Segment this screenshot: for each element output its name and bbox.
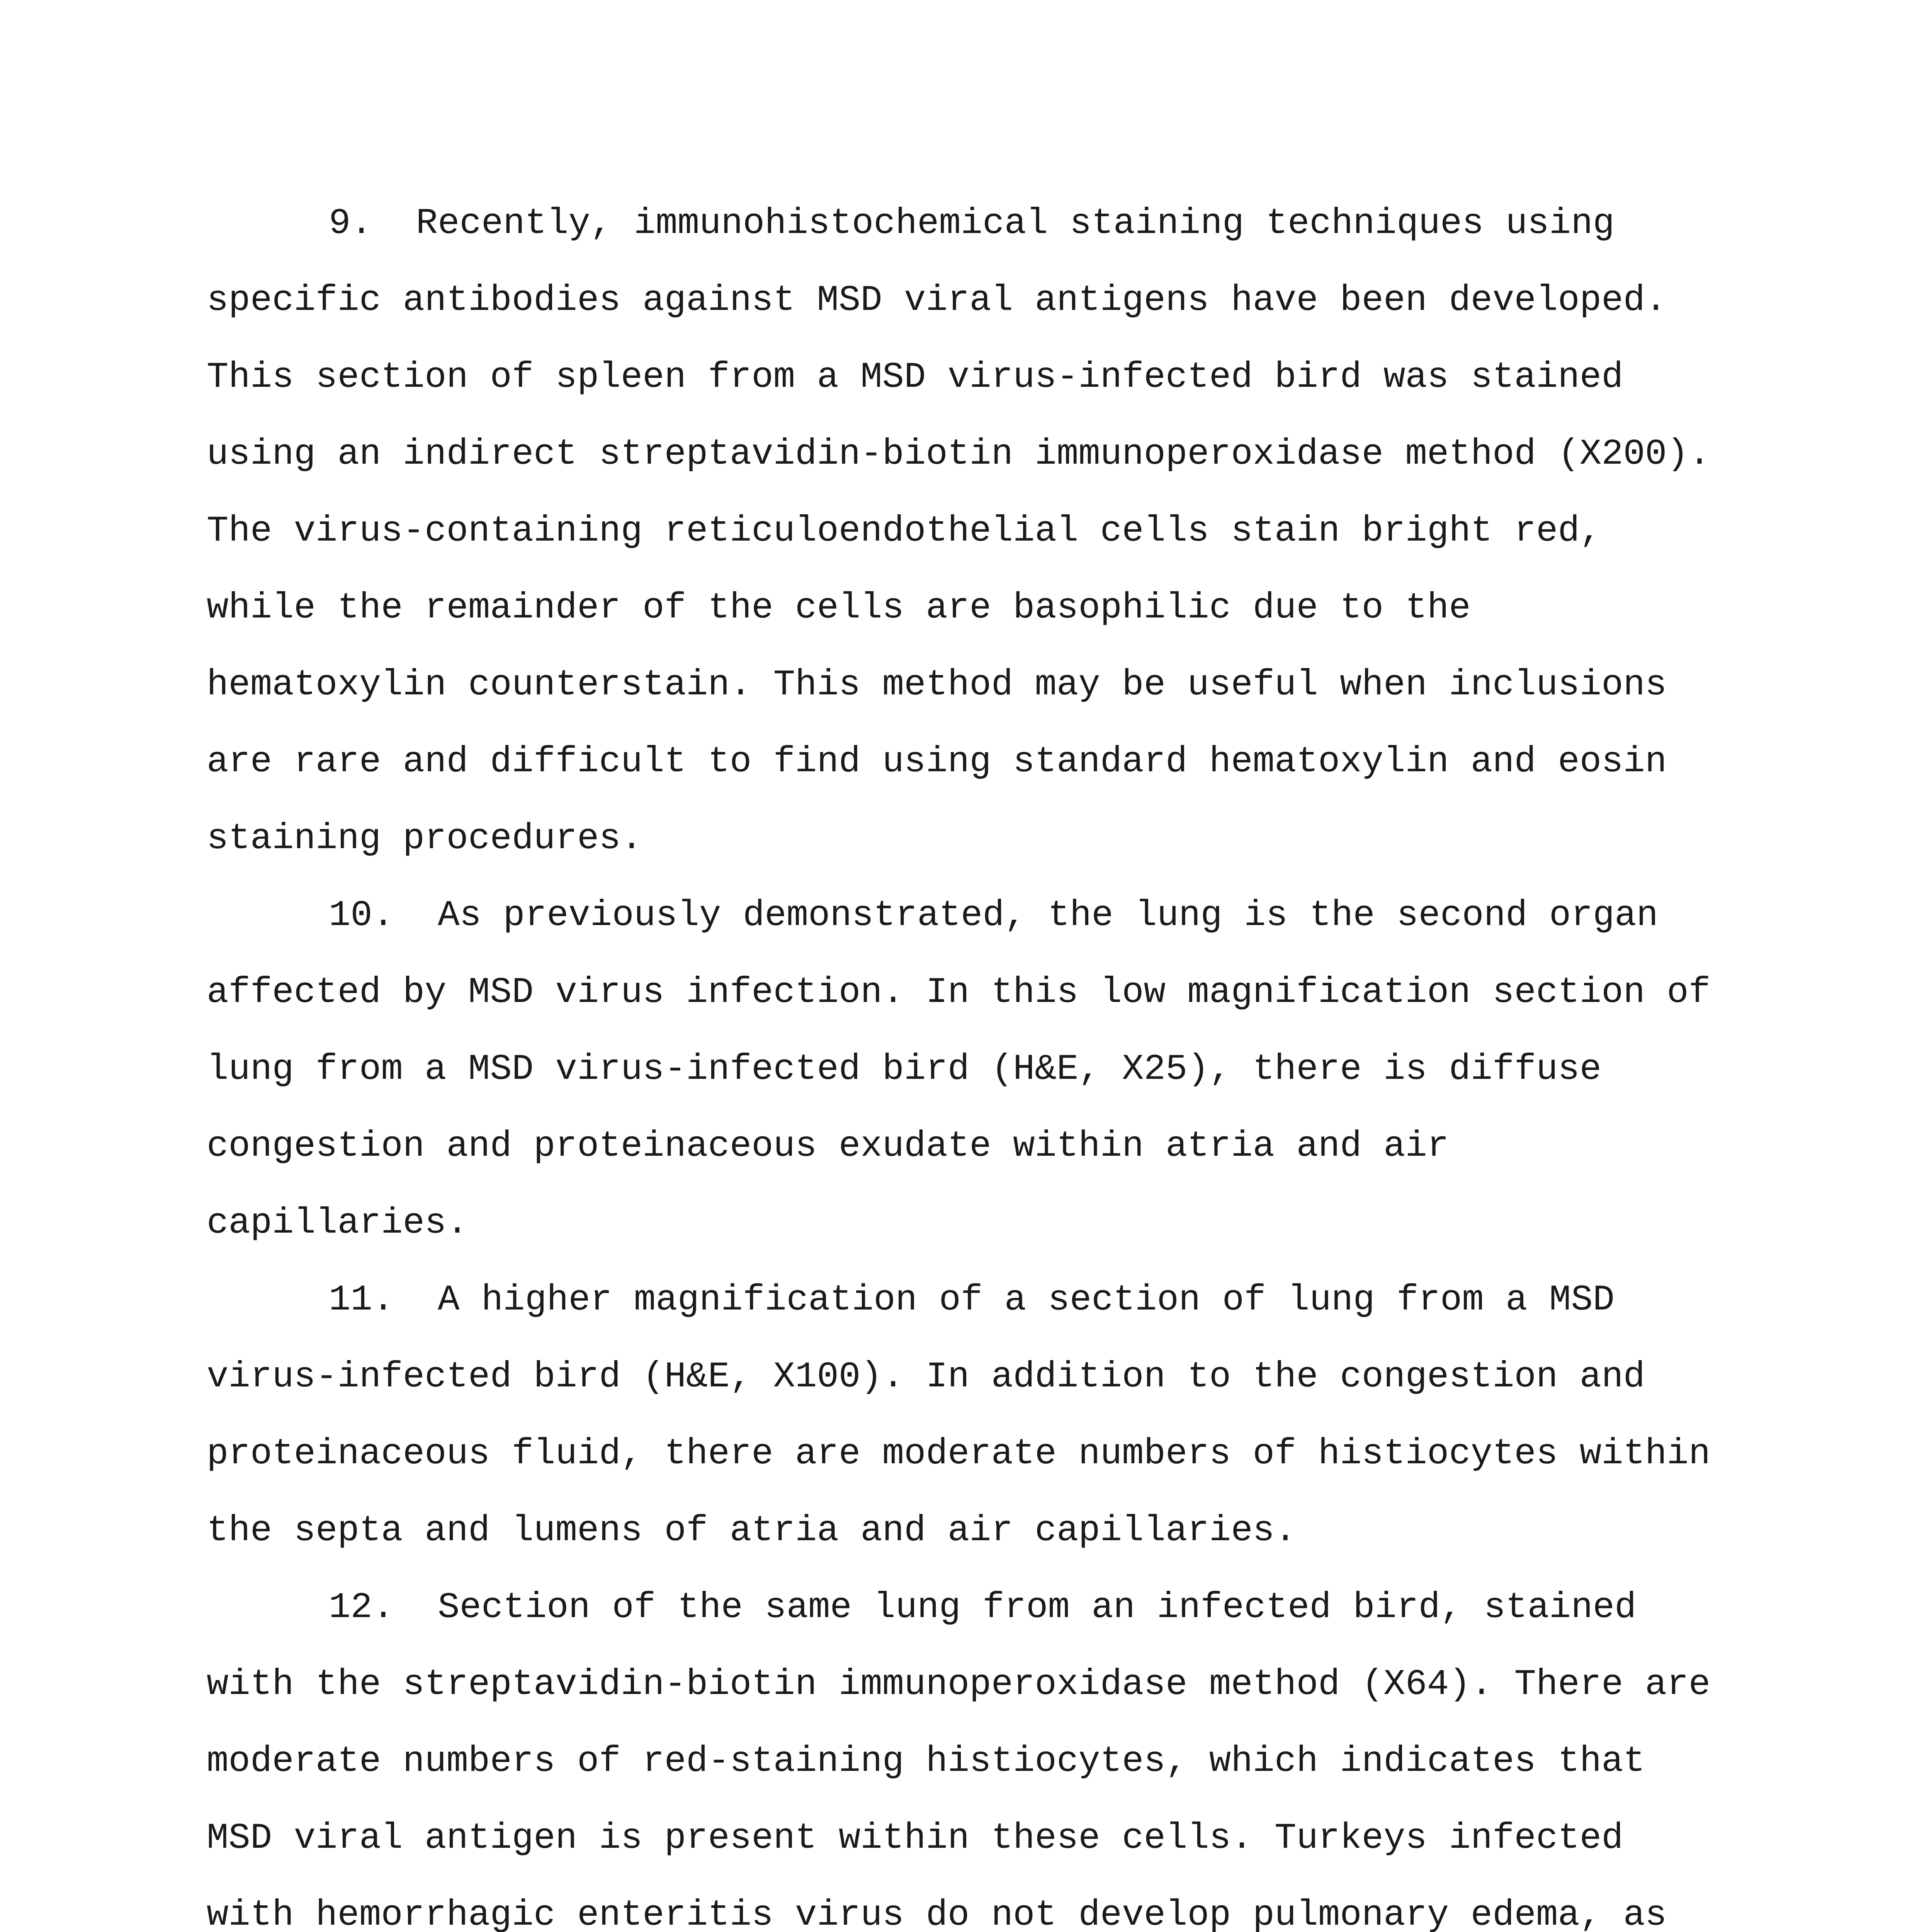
paragraph-text: As previously demonstrated, the lung is the second organ affected by MSD virus infection. In this low magnification section of lung from a MSD virus-infected bird (H&E, X25), there is diffuse congestion and proteinaceous exudate within atria and air capillaries. [207, 895, 1711, 1244]
paragraph-text: Section of the same lung from an infected bird, stained with the streptavidin-biotin immunoperoxidase method (X64). There are moderate numbers of red-staining histiocytes, which indicates that MSD viral antigen is present within these cells. Turkeys infected with hemorrhagic enteritis virus do not develop pulmonary edema, as [207, 1587, 1711, 1932]
paragraph-number: 9. [329, 203, 372, 244]
paragraph-text: A higher magnification of a section of lung from a MSD virus-infected bird (H&E, X100). In addition to the congestion and proteinaceous fluid, there are moderate numbers of histiocytes within the septa and lumens of atria and air capillaries. [207, 1280, 1711, 1551]
paragraph-12 [207, 1570, 1721, 1932]
paragraph-11 [207, 1262, 1721, 1570]
paragraph-10 [207, 878, 1721, 1262]
paragraph-number: 10. [329, 895, 394, 936]
body-text [207, 185, 1721, 1932]
paragraph-9 [207, 185, 1721, 878]
paragraph-number: 11. [329, 1280, 394, 1321]
paragraph-text: Recently, immunohistochemical staining techniques using specific antibodies against MSD viral antigens have been developed. This section of spleen from a MSD virus-infected bird was stained using an indirect streptavidin-biotin immunoperoxidase method (X200). The virus-containing reticuloendothelial cells stain bright red, while the remainder of the cells are basophilic due to the hematoxylin counterstain. This method may be useful when inclusions are rare and difficult to find using standard hematoxylin and eosin staining procedures. [207, 203, 1711, 859]
paragraph-number: 12. [329, 1587, 394, 1628]
